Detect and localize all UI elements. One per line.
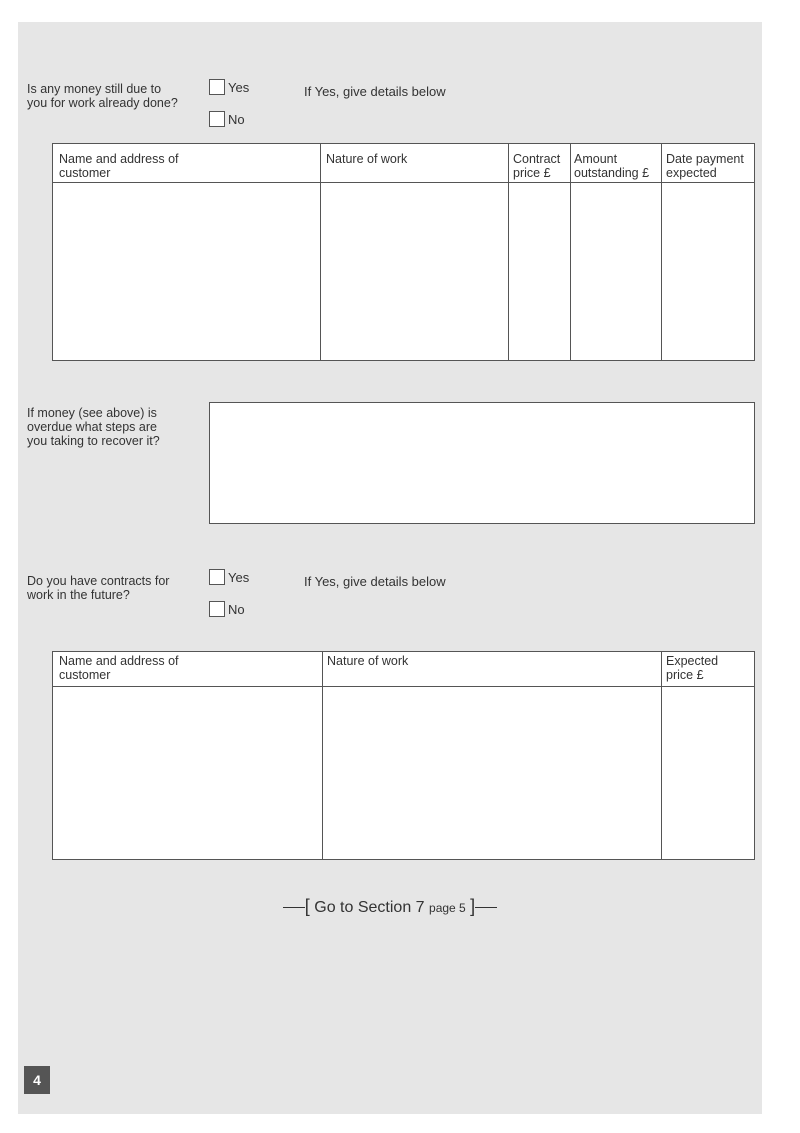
no-label: No	[228, 601, 245, 617]
overdue-question	[27, 406, 160, 448]
money-due-question-line-2: you for work already done?	[27, 96, 178, 110]
header-date-line-1: Date payment	[666, 152, 744, 166]
header-customer	[59, 152, 179, 180]
header-nature-of-work	[327, 654, 408, 668]
future-contracts-yes-option[interactable]	[209, 569, 249, 585]
header-date-payment	[666, 152, 744, 180]
dash-right	[475, 907, 497, 908]
form-page	[18, 22, 762, 1114]
future-customer-entry-cell[interactable]	[53, 687, 322, 859]
header-date-line-2: expected	[666, 166, 717, 180]
header-nature-of-work	[326, 152, 407, 166]
future-contracts-question	[27, 574, 169, 602]
money-due-yes-option[interactable]	[209, 79, 249, 95]
money-due-table	[52, 143, 755, 361]
future-contracts-hint: If Yes, give details below	[304, 574, 446, 589]
future-contracts-question-line-2: work in the future?	[27, 588, 130, 602]
money-due-question	[27, 82, 178, 110]
header-contract-line-1: Contract	[513, 152, 561, 166]
overdue-question-line-1: If money (see above) is	[27, 406, 157, 420]
no-label: No	[228, 111, 245, 127]
header-contract-line-2: price £	[513, 166, 551, 180]
header-amount-line-1: Amount	[574, 152, 618, 166]
bracket-right: ]	[470, 896, 476, 916]
header-customer-line-2: customer	[59, 166, 111, 180]
header-customer	[59, 654, 179, 682]
contract-price-entry-cell[interactable]	[509, 183, 570, 360]
go-to-section-link[interactable]	[18, 896, 762, 917]
header-expected-line-1: Expected	[666, 654, 719, 668]
header-nature-line-1: Nature of work	[326, 152, 408, 166]
money-due-yes-checkbox[interactable]	[209, 79, 225, 95]
header-customer-line-2: customer	[59, 668, 111, 682]
yes-label: Yes	[228, 79, 250, 95]
money-due-no-option[interactable]	[209, 111, 245, 127]
dash-left	[283, 907, 305, 908]
money-due-hint: If Yes, give details below	[304, 84, 446, 99]
header-expected-price	[666, 654, 718, 682]
header-expected-line-2: price £	[666, 668, 704, 682]
amount-outstanding-entry-cell[interactable]	[571, 183, 661, 360]
go-to-section-text: Go to Section 7	[314, 899, 425, 916]
future-contracts-no-option[interactable]	[209, 601, 245, 617]
future-contracts-no-checkbox[interactable]	[209, 601, 225, 617]
date-payment-entry-cell[interactable]	[662, 183, 754, 360]
overdue-question-line-3: you taking to recover it?	[27, 434, 160, 448]
header-amount-outstanding	[574, 152, 649, 180]
header-contract-price	[513, 152, 560, 180]
future-price-entry-cell[interactable]	[662, 687, 754, 859]
go-to-page-text: page 5	[429, 901, 466, 915]
header-nature-line-1: Nature of work	[327, 654, 409, 668]
future-contracts-yes-checkbox[interactable]	[209, 569, 225, 585]
nature-entry-cell[interactable]	[321, 183, 508, 360]
future-contracts-table	[52, 651, 755, 860]
yes-label: Yes	[228, 569, 250, 585]
header-customer-line-1: Name and address of	[59, 152, 179, 166]
future-contracts-question-line-1: Do you have contracts for	[27, 574, 170, 588]
customer-entry-cell[interactable]	[53, 183, 320, 360]
header-amount-line-2: outstanding £	[574, 166, 650, 180]
money-due-question-line-1: Is any money still due to	[27, 82, 162, 96]
future-nature-entry-cell[interactable]	[323, 687, 661, 859]
bracket-left: [	[304, 896, 310, 916]
recovery-steps-input[interactable]	[209, 402, 755, 524]
overdue-question-line-2: overdue what steps are	[27, 420, 157, 434]
header-customer-line-1: Name and address of	[59, 654, 179, 668]
money-due-no-checkbox[interactable]	[209, 111, 225, 127]
page-number-badge: 4	[24, 1066, 50, 1094]
